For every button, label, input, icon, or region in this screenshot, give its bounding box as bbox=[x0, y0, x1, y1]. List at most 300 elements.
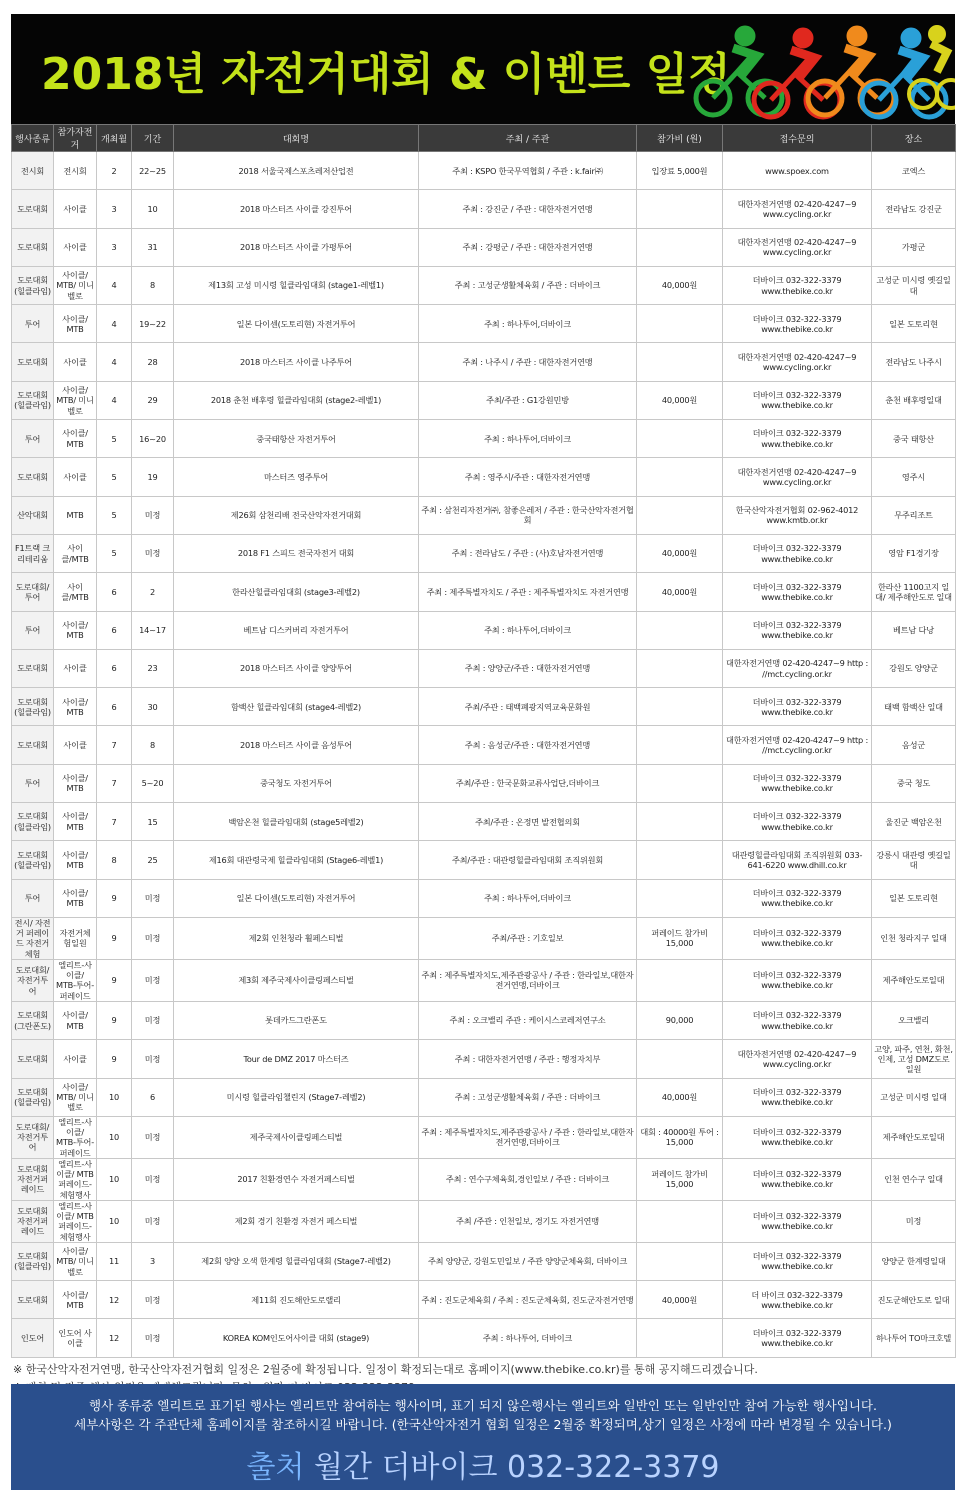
table-cell: 2 bbox=[132, 573, 174, 611]
table-cell: 제2회 인천청라 휠페스티벌 bbox=[174, 917, 419, 959]
table-cell: 도로대회 (힐클라임) bbox=[12, 803, 54, 841]
table-cell: 사이클/ MTB/ 미니벨로 bbox=[54, 1242, 97, 1280]
table-cell bbox=[637, 190, 723, 228]
table-row bbox=[12, 190, 956, 228]
table-cell: 제11회 진도해안도로랠리 bbox=[174, 1281, 419, 1319]
table-cell: 31 bbox=[132, 228, 174, 266]
table-cell: 미시령 힐클라임챌린지 (Stage7-레벨2) bbox=[174, 1078, 419, 1116]
cyclist-orange bbox=[808, 28, 894, 115]
table-cell: 제26회 삼천리배 전국산악자전거대회 bbox=[174, 496, 419, 534]
table-cell: 5 bbox=[97, 420, 132, 458]
table-cell bbox=[637, 1200, 723, 1242]
table-cell: 9 bbox=[97, 1040, 132, 1078]
table-cell: 대한자전거연맹 02-420-4247~9 http : //mct.cycling.or.kr bbox=[723, 726, 872, 764]
table-cell: 미정 bbox=[132, 1158, 174, 1200]
table-cell: Tour de DMZ 2017 마스터즈 bbox=[174, 1040, 419, 1078]
table-cell: 중국태항산 자전거투어 bbox=[174, 420, 419, 458]
table-cell: 미정 bbox=[132, 959, 174, 1001]
table-row bbox=[12, 305, 956, 343]
table-cell bbox=[637, 1040, 723, 1078]
table-cell: 도로대회 bbox=[12, 190, 54, 228]
table-row bbox=[12, 381, 956, 419]
table-row bbox=[12, 726, 956, 764]
footer-box bbox=[11, 1384, 955, 1490]
table-cell: 강릉시 대관령 옛길일대 bbox=[872, 841, 956, 879]
table-cell: 더바이크 032-322-3379 www.thebike.co.kr bbox=[723, 959, 872, 1001]
table-cell: 주최/주관 : 대관령힐클라임대회 조직위원회 bbox=[419, 841, 637, 879]
table-cell: 도로대회 (힐클라임) bbox=[12, 266, 54, 304]
table-cell: 더바이크 032-322-3379 www.thebike.co.kr bbox=[723, 1116, 872, 1158]
table-cell: 10 bbox=[97, 1078, 132, 1116]
table-cell: www.spoex.com bbox=[723, 152, 872, 190]
table-cell bbox=[637, 305, 723, 343]
table-cell: 제2회 양양 오색 한계령 힐클라임대회 (Stage7-레벨2) bbox=[174, 1242, 419, 1280]
table-cell: 주최 : 고성군생활체육회 / 주관 : 더바이크 bbox=[419, 1078, 637, 1116]
table-body bbox=[12, 152, 956, 1358]
table-cell: 일본 다이센(도토리현) 자전거투어 bbox=[174, 305, 419, 343]
table-cell: 사이클/ MTB/ 미니벨로 bbox=[54, 266, 97, 304]
table-cell: 중국 태항산 bbox=[872, 420, 956, 458]
table-cell: 29 bbox=[132, 381, 174, 419]
table-cell: 6 bbox=[97, 649, 132, 687]
table-row bbox=[12, 764, 956, 802]
table-cell: 더바이크 032-322-3379 www.thebike.co.kr bbox=[723, 879, 872, 917]
table-cell: 사이클/ MTB bbox=[54, 879, 97, 917]
table-cell: 사이클 bbox=[54, 190, 97, 228]
table-cell: 엘리트-사이클/ MTB-투어-퍼레이드 bbox=[54, 959, 97, 1001]
table-cell: 주최/주관 : 온정면 발전협의회 bbox=[419, 803, 637, 841]
table-cell: 12 bbox=[97, 1281, 132, 1319]
table-cell: 미정 bbox=[132, 917, 174, 959]
table-cell: 자전거체험일원 bbox=[54, 917, 97, 959]
table-cell: 도로대회/ 자전거투어 bbox=[12, 959, 54, 1001]
column-header: 참가비 (원) bbox=[637, 125, 723, 152]
table-cell: 사이클/ MTB/ 미니벨로 bbox=[54, 1078, 97, 1116]
table-cell: 주최/주관 : 태백폐광지역교육문화원 bbox=[419, 688, 637, 726]
table-cell: 4 bbox=[97, 305, 132, 343]
column-header: 행사종류 bbox=[12, 125, 54, 152]
table-cell: 더바이크 032-322-3379 www.thebike.co.kr bbox=[723, 1200, 872, 1242]
table-row bbox=[12, 343, 956, 381]
table-cell: 도로대회 (힐클라임) bbox=[12, 1242, 54, 1280]
table-cell: 6 bbox=[97, 611, 132, 649]
table-cell: 2018 서울국제스포츠레저산업전 bbox=[174, 152, 419, 190]
table-cell: 4 bbox=[97, 381, 132, 419]
table-cell: 사이클 bbox=[54, 726, 97, 764]
table-cell: 2 bbox=[97, 152, 132, 190]
source-credit bbox=[11, 1442, 955, 1486]
table-cell: 사이클/ MTB bbox=[54, 305, 97, 343]
table-cell: 도로대회 bbox=[12, 458, 54, 496]
table-cell: 5 bbox=[97, 496, 132, 534]
table-cell: 9 bbox=[97, 879, 132, 917]
table-row bbox=[12, 803, 956, 841]
table-cell: 11 bbox=[97, 1242, 132, 1280]
table-cell: 주최 : 연수구체육회,경인일보 / 주관 : 더바이크 bbox=[419, 1158, 637, 1200]
table-cell: 대한자전거연맹 02-420-4247~9 www.cycling.or.kr bbox=[723, 1040, 872, 1078]
table-cell: 사이클 bbox=[54, 228, 97, 266]
table-cell: 사이클/MTB bbox=[54, 534, 97, 572]
column-header: 대회명 bbox=[174, 125, 419, 152]
table-cell: 주최 : 나주시 / 주관 : 대한자전거연맹 bbox=[419, 343, 637, 381]
table-cell: 사이클 bbox=[54, 343, 97, 381]
table-cell: 5 bbox=[97, 458, 132, 496]
table-cell: 한국산악자전거협회 02-962-4012 www.kmtb.or.kr bbox=[723, 496, 872, 534]
table-cell bbox=[637, 496, 723, 534]
table-cell: 코엑스 bbox=[872, 152, 956, 190]
table-cell: 베트남 디스커버리 자전거투어 bbox=[174, 611, 419, 649]
table-cell: 25 bbox=[132, 841, 174, 879]
table-cell: 투어 bbox=[12, 879, 54, 917]
table-cell: 7 bbox=[97, 803, 132, 841]
table-cell: 9 bbox=[97, 1001, 132, 1039]
table-cell: 대한자전거연맹 02-420-4247~9 www.cycling.or.kr bbox=[723, 190, 872, 228]
table-cell: 주최 : 오크밸리 주관 : 케이시스코레저연구소 bbox=[419, 1001, 637, 1039]
table-cell: 주최 : 하나투어,더바이크 bbox=[419, 611, 637, 649]
table-row bbox=[12, 1319, 956, 1357]
table-cell: 더바이크 032-322-3379 www.thebike.co.kr bbox=[723, 917, 872, 959]
table-cell: 영주시 bbox=[872, 458, 956, 496]
banner bbox=[11, 14, 955, 124]
table-row bbox=[12, 1200, 956, 1242]
column-header: 주최 / 주관 bbox=[419, 125, 637, 152]
table-cell: 한라산 1100고지 일대/ 제주해안도로 일대 bbox=[872, 573, 956, 611]
table-cell: 투어 bbox=[12, 611, 54, 649]
table-cell: 40,000원 bbox=[637, 534, 723, 572]
table-cell: 사이클/ MTB/ 미니벨로 bbox=[54, 381, 97, 419]
footer-line-2: 세부사항은 각 주관단체 홈페이지를 참조하시길 바랍니다. (한국산악자전거 협회 일정은 2월중 확정되며,상기 일정은 사정에 따라 변경될 수 있습니다.) bbox=[74, 1417, 892, 1432]
table-cell: 16~20 bbox=[132, 420, 174, 458]
table-cell: 28 bbox=[132, 343, 174, 381]
table-cell: 사이클 bbox=[54, 458, 97, 496]
table-cell: 전시회 bbox=[54, 152, 97, 190]
table-cell: 도로대회 (힐클라임) bbox=[12, 381, 54, 419]
table-cell: 한라산힐클라임대회 (stage3-레벨2) bbox=[174, 573, 419, 611]
table-cell: 40,000원 bbox=[637, 266, 723, 304]
table-cell bbox=[637, 879, 723, 917]
table-cell: 더바이크 032-322-3379 www.thebike.co.kr bbox=[723, 534, 872, 572]
table-cell: 일본 도토리현 bbox=[872, 305, 956, 343]
table-cell: 2018 마스터즈 사이클 양양투어 bbox=[174, 649, 419, 687]
schedule-table bbox=[11, 124, 956, 1358]
table-cell: 도로대회 bbox=[12, 1040, 54, 1078]
cyclist-red bbox=[754, 30, 840, 117]
source-text: 월간 더바이크 032-322-3379 bbox=[314, 1450, 720, 1485]
table-cell: 도로대회 자전거퍼레이드 bbox=[12, 1158, 54, 1200]
table-cell: 퍼레이드 참가비 15,000 bbox=[637, 917, 723, 959]
table-row bbox=[12, 649, 956, 687]
table-cell: 40,000원 bbox=[637, 573, 723, 611]
table-row bbox=[12, 266, 956, 304]
table-cell: 더 바이크 032-322-3379 www.thebike.co.kr bbox=[723, 1281, 872, 1319]
table-cell: 8 bbox=[132, 726, 174, 764]
table-cell: 12 bbox=[97, 1319, 132, 1357]
table-cell: 4 bbox=[97, 343, 132, 381]
table-cell: 8 bbox=[97, 841, 132, 879]
table-cell: 사이클/ MTB bbox=[54, 841, 97, 879]
table-cell: 사이클/ MTB bbox=[54, 1001, 97, 1039]
table-cell: 고성군 미시령 일대 bbox=[872, 1078, 956, 1116]
column-header: 장소 bbox=[872, 125, 956, 152]
table-cell: 더바이크 032-322-3379 www.thebike.co.kr bbox=[723, 305, 872, 343]
table-cell: 미정 bbox=[872, 1200, 956, 1242]
table-cell: 사이클/ MTB bbox=[54, 688, 97, 726]
table-cell: 90,000 bbox=[637, 1001, 723, 1039]
table-cell: 19 bbox=[132, 458, 174, 496]
table-cell: 주최/주관 : 한국문화교류사업단,더바이크 bbox=[419, 764, 637, 802]
table-cell: 전시회 bbox=[12, 152, 54, 190]
table-cell bbox=[637, 688, 723, 726]
cyclist-green bbox=[696, 28, 782, 115]
table-cell: 제3회 제주국제사이클링페스티벌 bbox=[174, 959, 419, 1001]
table-cell: 2018 마스터즈 사이클 나주투어 bbox=[174, 343, 419, 381]
column-header: 기간 bbox=[132, 125, 174, 152]
table-row bbox=[12, 1281, 956, 1319]
table-cell: 대한자전거연맹 02-420-4247~9 www.cycling.or.kr bbox=[723, 228, 872, 266]
table-cell: 도로대회 bbox=[12, 726, 54, 764]
table-cell: 제주국제사이클링페스티벌 bbox=[174, 1116, 419, 1158]
table-cell: 주최/주관 : G1강원민방 bbox=[419, 381, 637, 419]
table-cell bbox=[637, 458, 723, 496]
table-cell: 주최 : 제주특별자치도 / 주관 : 제주특별자치도 자전거연맹 bbox=[419, 573, 637, 611]
table-cell: 더바이크 032-322-3379 www.thebike.co.kr bbox=[723, 420, 872, 458]
table-cell: 미정 bbox=[132, 879, 174, 917]
table-row bbox=[12, 458, 956, 496]
table-cell: 주최 : 하나투어,더바이크 bbox=[419, 420, 637, 458]
schedule-page bbox=[11, 14, 955, 1397]
table-cell: 미정 bbox=[132, 1200, 174, 1242]
table-row bbox=[12, 1078, 956, 1116]
table-cell: 23 bbox=[132, 649, 174, 687]
footer-line-1: 행사 종류중 엘리트로 표기된 행사는 엘리트만 참여하는 행사이며, 표기 되지 않은행사는 엘리트와 일반인 또는 일반인만 참여 가능한 행사입니다. bbox=[89, 1398, 877, 1413]
table-cell: 퍼레이드 참가비 15,000 bbox=[637, 1158, 723, 1200]
table-cell: 2018 마스터즈 사이클 음성투어 bbox=[174, 726, 419, 764]
table-row bbox=[12, 1242, 956, 1280]
table-cell: 도로대회 (그란폰도) bbox=[12, 1001, 54, 1039]
table-cell: 미정 bbox=[132, 1040, 174, 1078]
table-cell bbox=[637, 841, 723, 879]
table-cell: 전시/ 자전거 퍼레이드 자전거체험 bbox=[12, 917, 54, 959]
table-cell: 제16회 대관령국제 힐클라임대회 (Stage6-레벨1) bbox=[174, 841, 419, 879]
table-cell: 40,000원 bbox=[637, 381, 723, 419]
table-cell: 미정 bbox=[132, 1001, 174, 1039]
table-cell: 입장료 5,000원 bbox=[637, 152, 723, 190]
table-cell: 주최 : 강진군 / 주관 : 대한자전거연맹 bbox=[419, 190, 637, 228]
table-cell: 2018 춘천 배후령 힐클라임대회 (stage2-레벨1) bbox=[174, 381, 419, 419]
table-row bbox=[12, 496, 956, 534]
table-cell: 도로대회/ 투어 bbox=[12, 573, 54, 611]
table-cell: 미정 bbox=[132, 1319, 174, 1357]
table-cell: 롯데카드그란폰도 bbox=[174, 1001, 419, 1039]
table-cell: 도로대회 bbox=[12, 228, 54, 266]
source-label: 출처 bbox=[246, 1450, 305, 1485]
table-cell: 백암온천 힐클라임대회 (stage5레벨2) bbox=[174, 803, 419, 841]
table-row bbox=[12, 917, 956, 959]
column-header: 접수문의 bbox=[723, 125, 872, 152]
table-cell: 무주리조트 bbox=[872, 496, 956, 534]
table-row bbox=[12, 228, 956, 266]
table-cell: 40,000원 bbox=[637, 1281, 723, 1319]
table-cell: 4 bbox=[97, 266, 132, 304]
table-cell: 더바이크 032-322-3379 www.thebike.co.kr bbox=[723, 1242, 872, 1280]
table-cell: 베트남 다낭 bbox=[872, 611, 956, 649]
table-cell: 더바이크 032-322-3379 www.thebike.co.kr bbox=[723, 266, 872, 304]
table-header bbox=[12, 125, 956, 152]
table-row bbox=[12, 1001, 956, 1039]
table-cell: 엘리트-사이클/ MTB 퍼레이드-체험행사 bbox=[54, 1158, 97, 1200]
table-cell: 도로대회 (힐클라임) bbox=[12, 1078, 54, 1116]
table-cell: 더바이크 032-322-3379 www.thebike.co.kr bbox=[723, 803, 872, 841]
table-cell: 미정 bbox=[132, 496, 174, 534]
table-cell: 인천 청라지구 일대 bbox=[872, 917, 956, 959]
table-cell: 인천 연수구 일대 bbox=[872, 1158, 956, 1200]
table-cell: 마스터즈 영주투어 bbox=[174, 458, 419, 496]
table-row bbox=[12, 879, 956, 917]
column-header: 참가자전거 bbox=[54, 125, 97, 152]
table-cell: 미정 bbox=[132, 534, 174, 572]
table-cell: 주최 : 음성군/주관 : 대한자전거연맹 bbox=[419, 726, 637, 764]
table-cell: 2017 친환경연수 자전거페스티벌 bbox=[174, 1158, 419, 1200]
table-cell: 9 bbox=[97, 917, 132, 959]
table-cell: 제주해안도로일대 bbox=[872, 1116, 956, 1158]
table-cell: 22~25 bbox=[132, 152, 174, 190]
table-cell: 도로대회 bbox=[12, 343, 54, 381]
table-cell: 영암 F1경기장 bbox=[872, 534, 956, 572]
table-cell: 2018 마스터즈 사이클 강진투어 bbox=[174, 190, 419, 228]
table-cell: 더바이크 032-322-3379 www.thebike.co.kr bbox=[723, 381, 872, 419]
table-cell: 사이클/ MTB bbox=[54, 803, 97, 841]
table-cell: 중국 청도 bbox=[872, 764, 956, 802]
table-cell: 도로대회 (힐클라임) bbox=[12, 688, 54, 726]
table-cell: 3 bbox=[97, 228, 132, 266]
table-cell: 사이클/MTB bbox=[54, 573, 97, 611]
table-cell: 제2회 경기 친환경 자전거 페스티벌 bbox=[174, 1200, 419, 1242]
table-cell: 중국청도 자전거투어 bbox=[174, 764, 419, 802]
table-cell: 10 bbox=[97, 1158, 132, 1200]
table-cell: 3 bbox=[132, 1242, 174, 1280]
table-cell: 9 bbox=[97, 959, 132, 1001]
note-1: ※ 한국산악자전거연맹, 한국산악자전거협회 일정은 2월중에 확정됩니다. 일정이 확정되는대로 홈페이지(www.thebike.co.kr)를 통해 공지해드리겠습니다. bbox=[13, 1362, 758, 1376]
table-cell bbox=[637, 649, 723, 687]
table-row bbox=[12, 959, 956, 1001]
table-cell: 울진군 백암온천 bbox=[872, 803, 956, 841]
table-cell: 사이클 bbox=[54, 649, 97, 687]
table-cell: 하나투어 TO마크호텔 bbox=[872, 1319, 956, 1357]
table-cell: MTB bbox=[54, 496, 97, 534]
table-cell: 제주해안도로일대 bbox=[872, 959, 956, 1001]
table-cell: 5 bbox=[97, 534, 132, 572]
table-cell: 10 bbox=[97, 1200, 132, 1242]
table-cell: 15 bbox=[132, 803, 174, 841]
table-cell: F1트랙 크리테리움 bbox=[12, 534, 54, 572]
table-row bbox=[12, 534, 956, 572]
table-cell: 전라남도 강진군 bbox=[872, 190, 956, 228]
table-cell: 8 bbox=[132, 266, 174, 304]
table-cell: 더바이크 032-322-3379 www.thebike.co.kr bbox=[723, 1001, 872, 1039]
table-cell: 함백산 힐클라임대회 (stage4-레벨2) bbox=[174, 688, 419, 726]
table-cell: 산악대회 bbox=[12, 496, 54, 534]
table-cell: 도로대회 bbox=[12, 1281, 54, 1319]
table-cell: 도로대회 bbox=[12, 649, 54, 687]
table-cell: 더바이크 032-322-3379 www.thebike.co.kr bbox=[723, 1078, 872, 1116]
table-cell bbox=[637, 803, 723, 841]
column-header: 개최월 bbox=[97, 125, 132, 152]
table-cell: 가평군 bbox=[872, 228, 956, 266]
table-cell: 대회 : 40000원 투어 : 15,000 bbox=[637, 1116, 723, 1158]
table-cell: 제13회 고성 미시령 힐클라임대회 (stage1-레벨1) bbox=[174, 266, 419, 304]
table-cell: 주최 : 하나투어, 더바이크 bbox=[419, 1319, 637, 1357]
table-cell: 7 bbox=[97, 764, 132, 802]
table-cell: 10 bbox=[132, 190, 174, 228]
table-cell bbox=[637, 611, 723, 649]
table-cell: 더바이크 032-322-3379 www.thebike.co.kr bbox=[723, 1158, 872, 1200]
table-cell: 도로대회 (힐클라임) bbox=[12, 841, 54, 879]
table-cell: 진도군해안도로 일대 bbox=[872, 1281, 956, 1319]
table-cell: 주최 : 대한자전거연맹 / 주관 : 행정자치부 bbox=[419, 1040, 637, 1078]
table-cell: 사이클/ MTB bbox=[54, 420, 97, 458]
cyclists-graphic bbox=[685, 14, 955, 124]
table-cell: 일본 다이센(도토리현) 자전거투어 bbox=[174, 879, 419, 917]
table-cell: 대한자전거연맹 02-420-4247~9 www.cycling.or.kr bbox=[723, 343, 872, 381]
table-cell: 사이클 bbox=[54, 1040, 97, 1078]
table-cell bbox=[637, 228, 723, 266]
table-cell: 40,000원 bbox=[637, 1078, 723, 1116]
table-row bbox=[12, 573, 956, 611]
table-cell: 고성군 미시령 옛길일대 bbox=[872, 266, 956, 304]
table-cell: 대한자전거연맹 02-420-4247~9 http : //mct.cycling.or.kr bbox=[723, 649, 872, 687]
table-cell bbox=[637, 959, 723, 1001]
table-cell: 대관령힐클라임대회 조직위원회 033-641-6220 www.dhill.co.kr bbox=[723, 841, 872, 879]
table-cell: 7 bbox=[97, 726, 132, 764]
table-cell bbox=[637, 1242, 723, 1280]
table-cell: 주최 : 영주시/주관 : 대한자전거연맹 bbox=[419, 458, 637, 496]
table-cell: 태백 함백산 일대 bbox=[872, 688, 956, 726]
table-cell: 3 bbox=[97, 190, 132, 228]
table-cell: 주최/주관 : 기호일보 bbox=[419, 917, 637, 959]
table-cell: 인도어 bbox=[12, 1319, 54, 1357]
page-title: 2018년 자전거대회 & 이벤트 일정 bbox=[41, 49, 731, 100]
table-cell: 투어 bbox=[12, 305, 54, 343]
table-cell: 대한자전거연맹 02-420-4247~9 www.cycling.or.kr bbox=[723, 458, 872, 496]
table-cell: 더바이크 032-322-3379 www.thebike.co.kr bbox=[723, 764, 872, 802]
table-cell: 5~20 bbox=[132, 764, 174, 802]
table-cell: 19~22 bbox=[132, 305, 174, 343]
table-cell: 양양군 한계령일대 bbox=[872, 1242, 956, 1280]
table-cell: 음성군 bbox=[872, 726, 956, 764]
table-cell: 주최 : 전라남도 / 주관 : (사)호남자전거연맹 bbox=[419, 534, 637, 572]
table-cell: 고양, 파주, 연천, 화천, 인제, 고성 DMZ도로 일원 bbox=[872, 1040, 956, 1078]
table-cell: 사이클/ MTB bbox=[54, 611, 97, 649]
table-cell: 춘천 배후령일대 bbox=[872, 381, 956, 419]
table-cell: 14~17 bbox=[132, 611, 174, 649]
table-cell: 인도어 사이클 bbox=[54, 1319, 97, 1357]
table-cell: 도로대회/ 자전거투어 bbox=[12, 1116, 54, 1158]
table-cell: 주최 : 양양군/주관 : 대한자전거연맹 bbox=[419, 649, 637, 687]
table-cell: 주최 : 삼천리자전거㈜, 참좋은레저 / 주관 : 한국산악자전거협회 bbox=[419, 496, 637, 534]
table-cell bbox=[637, 343, 723, 381]
table-cell: 주최 : 제주특별자치도,제주관광공사 / 주관 : 한라일보,대한자전거연맹,더바이크 bbox=[419, 1116, 637, 1158]
table-cell: 주최 : KSPO 한국무역협회 / 주관 : k.fair㈜ bbox=[419, 152, 637, 190]
table-cell: 더바이크 032-322-3379 www.thebike.co.kr bbox=[723, 573, 872, 611]
table-cell: 6 bbox=[97, 688, 132, 726]
table-cell bbox=[637, 420, 723, 458]
table-cell: 30 bbox=[132, 688, 174, 726]
table-cell: 전라남도 나주시 bbox=[872, 343, 956, 381]
table-cell: 투어 bbox=[12, 420, 54, 458]
table-cell: 오크밸리 bbox=[872, 1001, 956, 1039]
table-cell: 더바이크 032-322-3379 www.thebike.co.kr bbox=[723, 611, 872, 649]
table-cell: 주최 : 진도군체육회 / 주최 : 진도군체육회, 진도군자전거연맹 bbox=[419, 1281, 637, 1319]
